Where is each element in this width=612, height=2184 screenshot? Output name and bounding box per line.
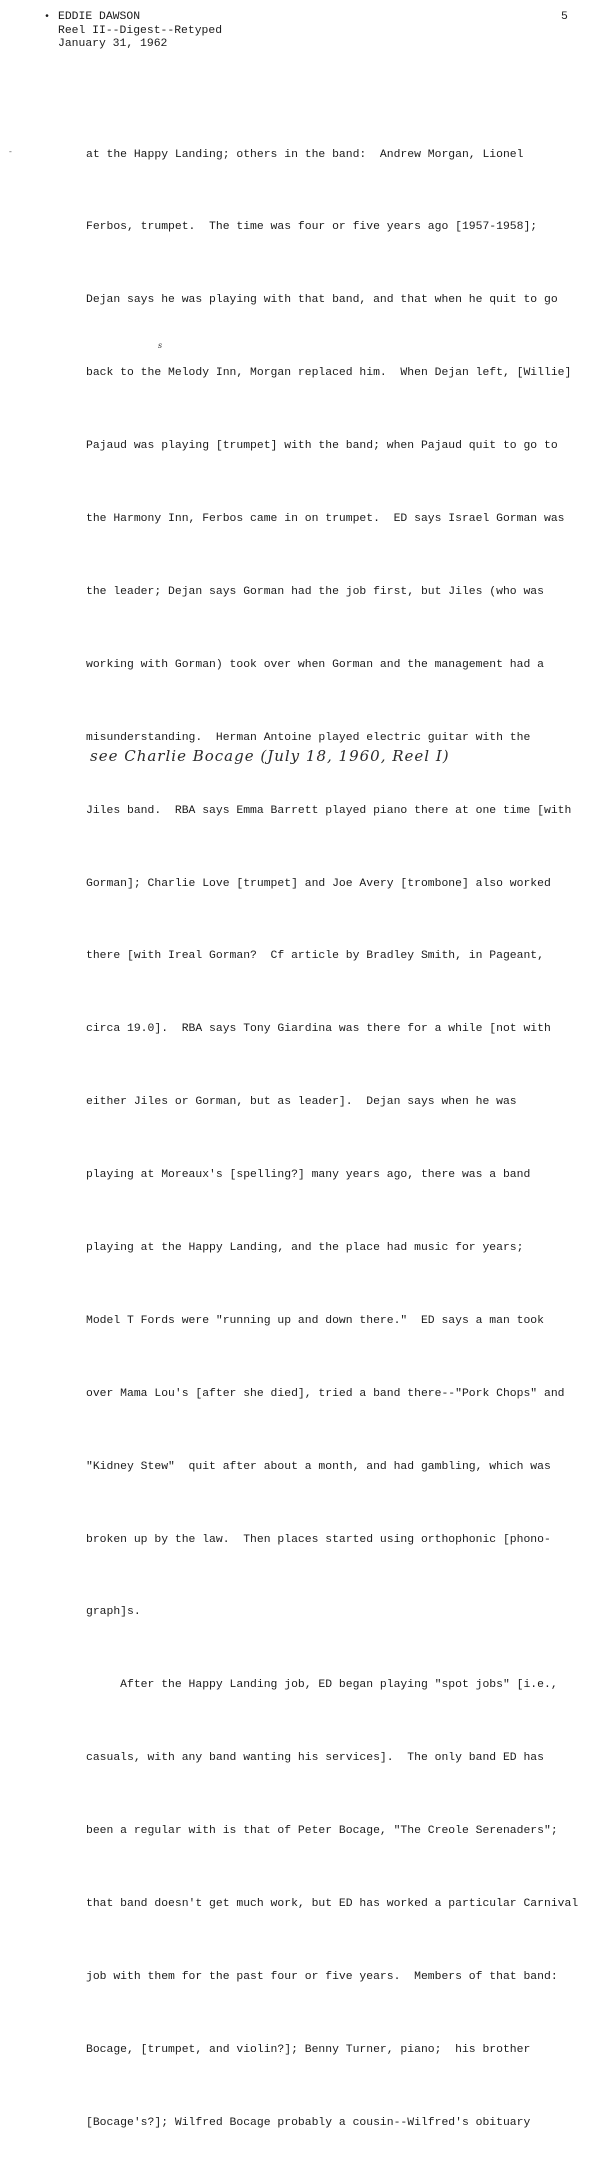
- body-line: at the Happy Landing; others in the band: Andrew Morgan, Lionel: [86, 148, 524, 161]
- body-line: there [with Ireal Gorman? Cf article by Bradley Smith, in Pageant,: [86, 950, 544, 963]
- document-header: [58, 11, 222, 52]
- header-name: EDDIE DAWSON: [58, 11, 141, 23]
- body-line: the leader; Dejan says Gorman had the job first, but Jiles (who was: [86, 585, 544, 598]
- body-line: graph]s.: [86, 1606, 141, 1619]
- body-line: casuals, with any band wanting his services]. The only band ED has: [86, 1752, 544, 1765]
- body-line: Jiles band. RBA says Emma Barrett played piano there at one time [with: [86, 804, 572, 817]
- body-line: [Bocage's?]; Wilfred Bocage probably a cousin--Wilfred's obituary: [86, 2116, 531, 2129]
- page-number: 5: [561, 11, 568, 23]
- body-line: over Mama Lou's [after she died], tried a band there--"Pork Chops" and: [86, 1387, 565, 1400]
- body-line: "Kidney Stew" quit after about a month, and had gambling, which was: [86, 1460, 551, 1473]
- body-line: the Harmony Inn, Ferbos came in on trumpet. ED says Israel Gorman was: [86, 513, 565, 526]
- body-line: broken up by the law. Then places started using orthophonic [phono-: [86, 1533, 551, 1546]
- body-line: Model T Fords were "running up and down there." ED says a man took: [86, 1314, 544, 1327]
- body-line: playing at the Happy Landing, and the place had music for years;: [86, 1241, 524, 1254]
- body-line: job with them for the past four or five years. Members of that band:: [86, 1970, 558, 1983]
- handwritten-correction: s: [158, 341, 163, 350]
- body-line: working with Gorman) took over when Gorman and the management had a: [86, 658, 544, 671]
- body-line: Dejan says he was playing with that band, and that when he quit to go: [86, 294, 558, 307]
- header-date: January 31, 1962: [58, 38, 168, 50]
- body-text: [86, 94, 586, 2184]
- body-line: Pajaud was playing [trumpet] with the band; when Pajaud quit to go to: [86, 440, 558, 453]
- body-line: Bocage, [trumpet, and violin?]; Benny Turner, piano; his brother: [86, 2043, 531, 2056]
- body-line: that band doesn't get much work, but ED has worked a particular Carnival: [86, 1897, 579, 1910]
- header-reel: Reel II--Digest--Retyped: [58, 24, 223, 37]
- handwritten-note: see Charlie Bocage (July 18, 1960, Reel I): [90, 747, 450, 765]
- body-line: either Jiles or Gorman, but as leader]. Dejan says when he was: [86, 1096, 517, 1109]
- body-line: Gorman]; Charlie Love [trumpet] and Joe Avery [trombone] also worked: [86, 877, 551, 890]
- body-line: back to the Melody Inn, Morgan replaced him. When Dejan left, [Willie]: [86, 367, 572, 380]
- body-line: playing at Moreaux's [spelling?] many years ago, there was a band: [86, 1169, 531, 1182]
- body-line: After the Happy Landing job, ED began playing "spot jobs" [i.e.,: [86, 1679, 558, 1692]
- bullet-mark: •: [44, 12, 51, 23]
- margin-mark: -: [8, 148, 13, 157]
- body-line: been a regular with is that of Peter Bocage, "The Creole Serenaders";: [86, 1825, 558, 1838]
- body-line: circa 19.0]. RBA says Tony Giardina was there for a while [not with: [86, 1023, 551, 1036]
- body-line: Ferbos, trumpet. The time was four or five years ago [1957-1958];: [86, 221, 538, 234]
- body-line: misunderstanding. Herman Antoine played electric guitar with the: [86, 731, 531, 744]
